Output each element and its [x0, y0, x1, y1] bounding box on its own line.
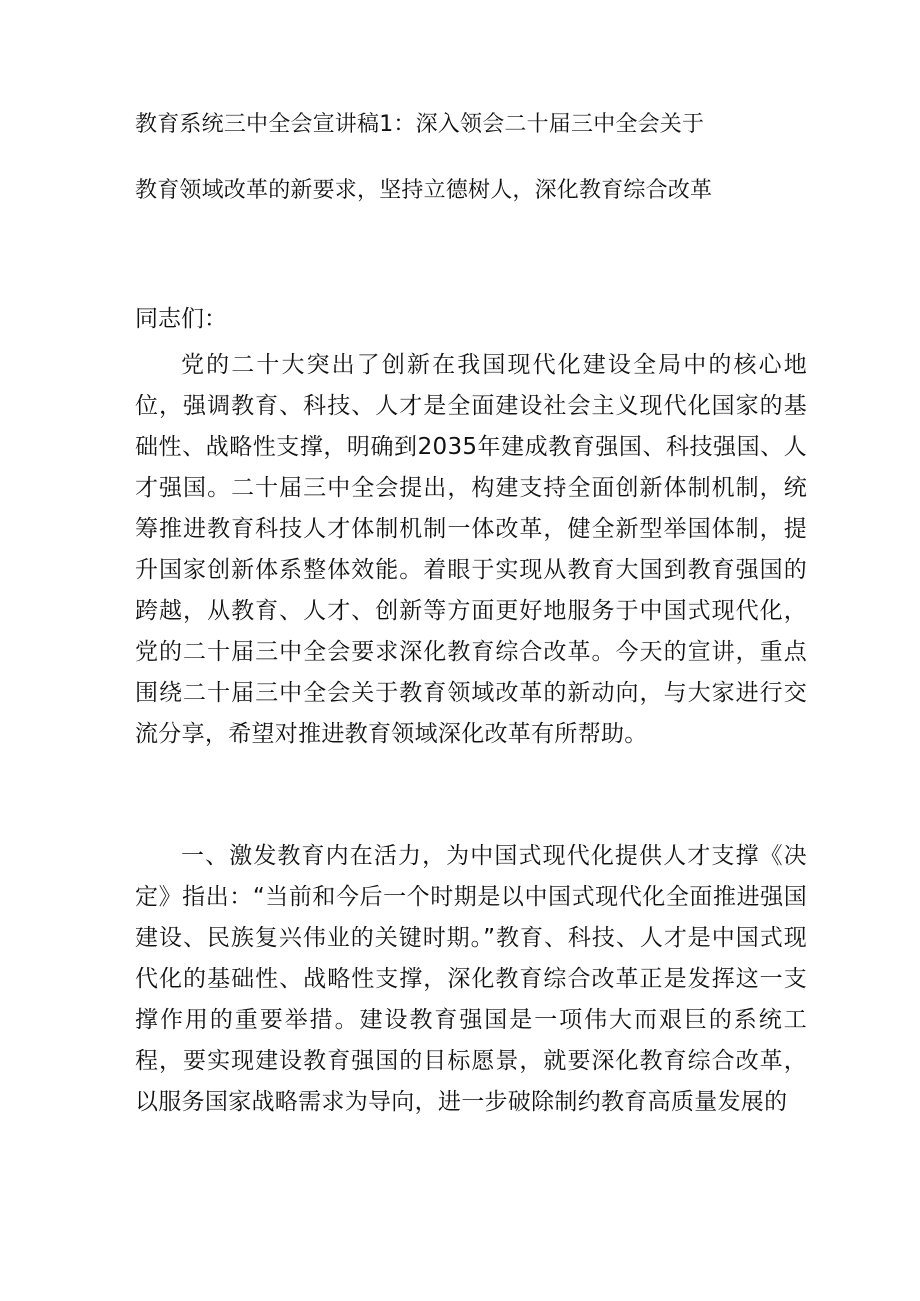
paragraph-2: 一、激发教育内在活力，为中国式现代化提供人才支撑《决定》指出：“当前和今后一个时期是以中国式现代化全面推进强国建设、民族复兴伟业的关键时期。”教育、科技、人才是中国式现代化的基础性、战略性支撑，深化教育综合改革正是发挥这一支撑作用的重要举措。建设教育强国是一项伟大而艰巨的系统工程，要实现建设教育强国的目标愿景，就要深化教育综合改革，以服务国家战略需求为导向，进一步破除制约教育高质量发展的	[135, 843, 807, 1115]
paragraph-1: 党的二十大突出了创新在我国现代化建设全局中的核心地位，强调教育、科技、人才是全面建设社会主义现代化国家的基础性、战略性支撑，明确到2035年建成教育强国、科技强国、人才强国。二十届三中全会提出，构建支持全面创新体制机制，统筹推进教育科技人才体制机制一体改革，健全新型举国体制，提升国家创新体系整体效能。着眼于实现从教育大国到教育强国的跨越，从教育、人才、创新等方面更好地服务于中国式现代化，党的二十届三中全会要求深化教育综合改革。今天的宣讲，重点围绕二十届三中全会关于教育领域改革的新动向，与大家进行交流分享，希望对推进教育领域深化改革有所帮助。	[135, 352, 807, 747]
document-title-line-1: 教育系统三中全会宣讲稿1：深入领会二十届三中全会关于	[135, 112, 705, 137]
document-title-line-2: 教育领域改革的新要求，坚持立德树人，深化教育综合改革	[135, 178, 713, 203]
greeting: 同志们：	[135, 306, 227, 332]
